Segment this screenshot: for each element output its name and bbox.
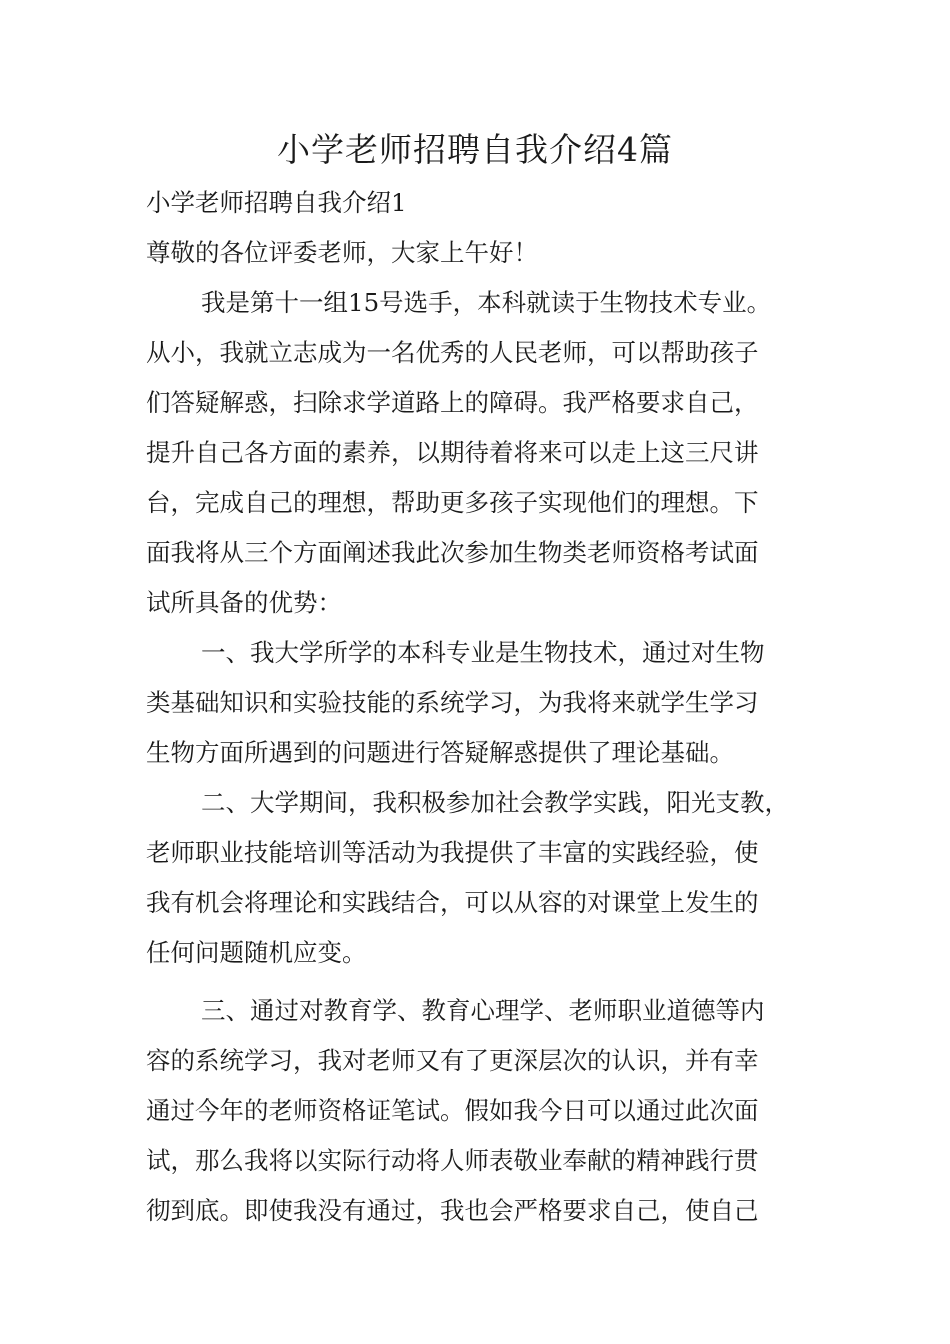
paragraph-line: 我有机会将理论和实践结合，可以从容的对课堂上发生的 bbox=[146, 888, 759, 917]
paragraph-line: 面我将从三个方面阐述我此次参加生物类老师资格考试面 bbox=[146, 538, 759, 567]
greeting-line: 尊敬的各位评委老师，大家上午好！ bbox=[146, 238, 538, 267]
document-body bbox=[146, 178, 810, 1236]
paragraph-line: 二、大学期间，我积极参加社会教学实践，阳光支教， bbox=[201, 788, 789, 817]
document-title: 小学老师招聘自我介绍4篇 bbox=[277, 130, 673, 169]
section-heading: 小学老师招聘自我介绍1 bbox=[146, 188, 407, 217]
paragraph-line: 试所具备的优势： bbox=[146, 588, 342, 617]
paragraph-gap bbox=[146, 978, 810, 986]
paragraph-line: 通过今年的老师资格证笔试。假如我今日可以通过此次面 bbox=[146, 1096, 759, 1125]
paragraph-line: 彻到底。即使我没有通过，我也会严格要求自己，使自己 bbox=[146, 1196, 759, 1225]
paragraph-line: 们答疑解惑，扫除求学道路上的障碍。我严格要求自己， bbox=[146, 388, 759, 417]
paragraph-line: 生物方面所遇到的问题进行答疑解惑提供了理论基础。 bbox=[146, 738, 734, 767]
paragraph-line: 台，完成自己的理想，帮助更多孩子实现他们的理想。下 bbox=[146, 488, 759, 517]
paragraph-line: 我是第十一组15号选手，本科就读于生物技术专业。 bbox=[201, 288, 772, 317]
paragraph-line: 提升自己各方面的素养，以期待着将来可以走上这三尺讲 bbox=[146, 438, 759, 467]
paragraph-line: 任何问题随机应变。 bbox=[146, 938, 367, 967]
paragraph-line: 一、我大学所学的本科专业是生物技术，通过对生物 bbox=[201, 638, 765, 667]
paragraph-line: 从小，我就立志成为一名优秀的人民老师，可以帮助孩子 bbox=[146, 338, 759, 367]
paragraph-line: 老师职业技能培训等活动为我提供了丰富的实践经验，使 bbox=[146, 838, 759, 867]
paragraph-line: 试，那么我将以实际行动将人师表敬业奉献的精神践行贯 bbox=[146, 1146, 759, 1175]
paragraph-line: 类基础知识和实验技能的系统学习，为我将来就学生学习 bbox=[146, 688, 759, 717]
paragraph-line: 容的系统学习，我对老师又有了更深层次的认识，并有幸 bbox=[146, 1046, 759, 1075]
paragraph-line: 三、通过对教育学、教育心理学、老师职业道德等内 bbox=[201, 996, 765, 1025]
